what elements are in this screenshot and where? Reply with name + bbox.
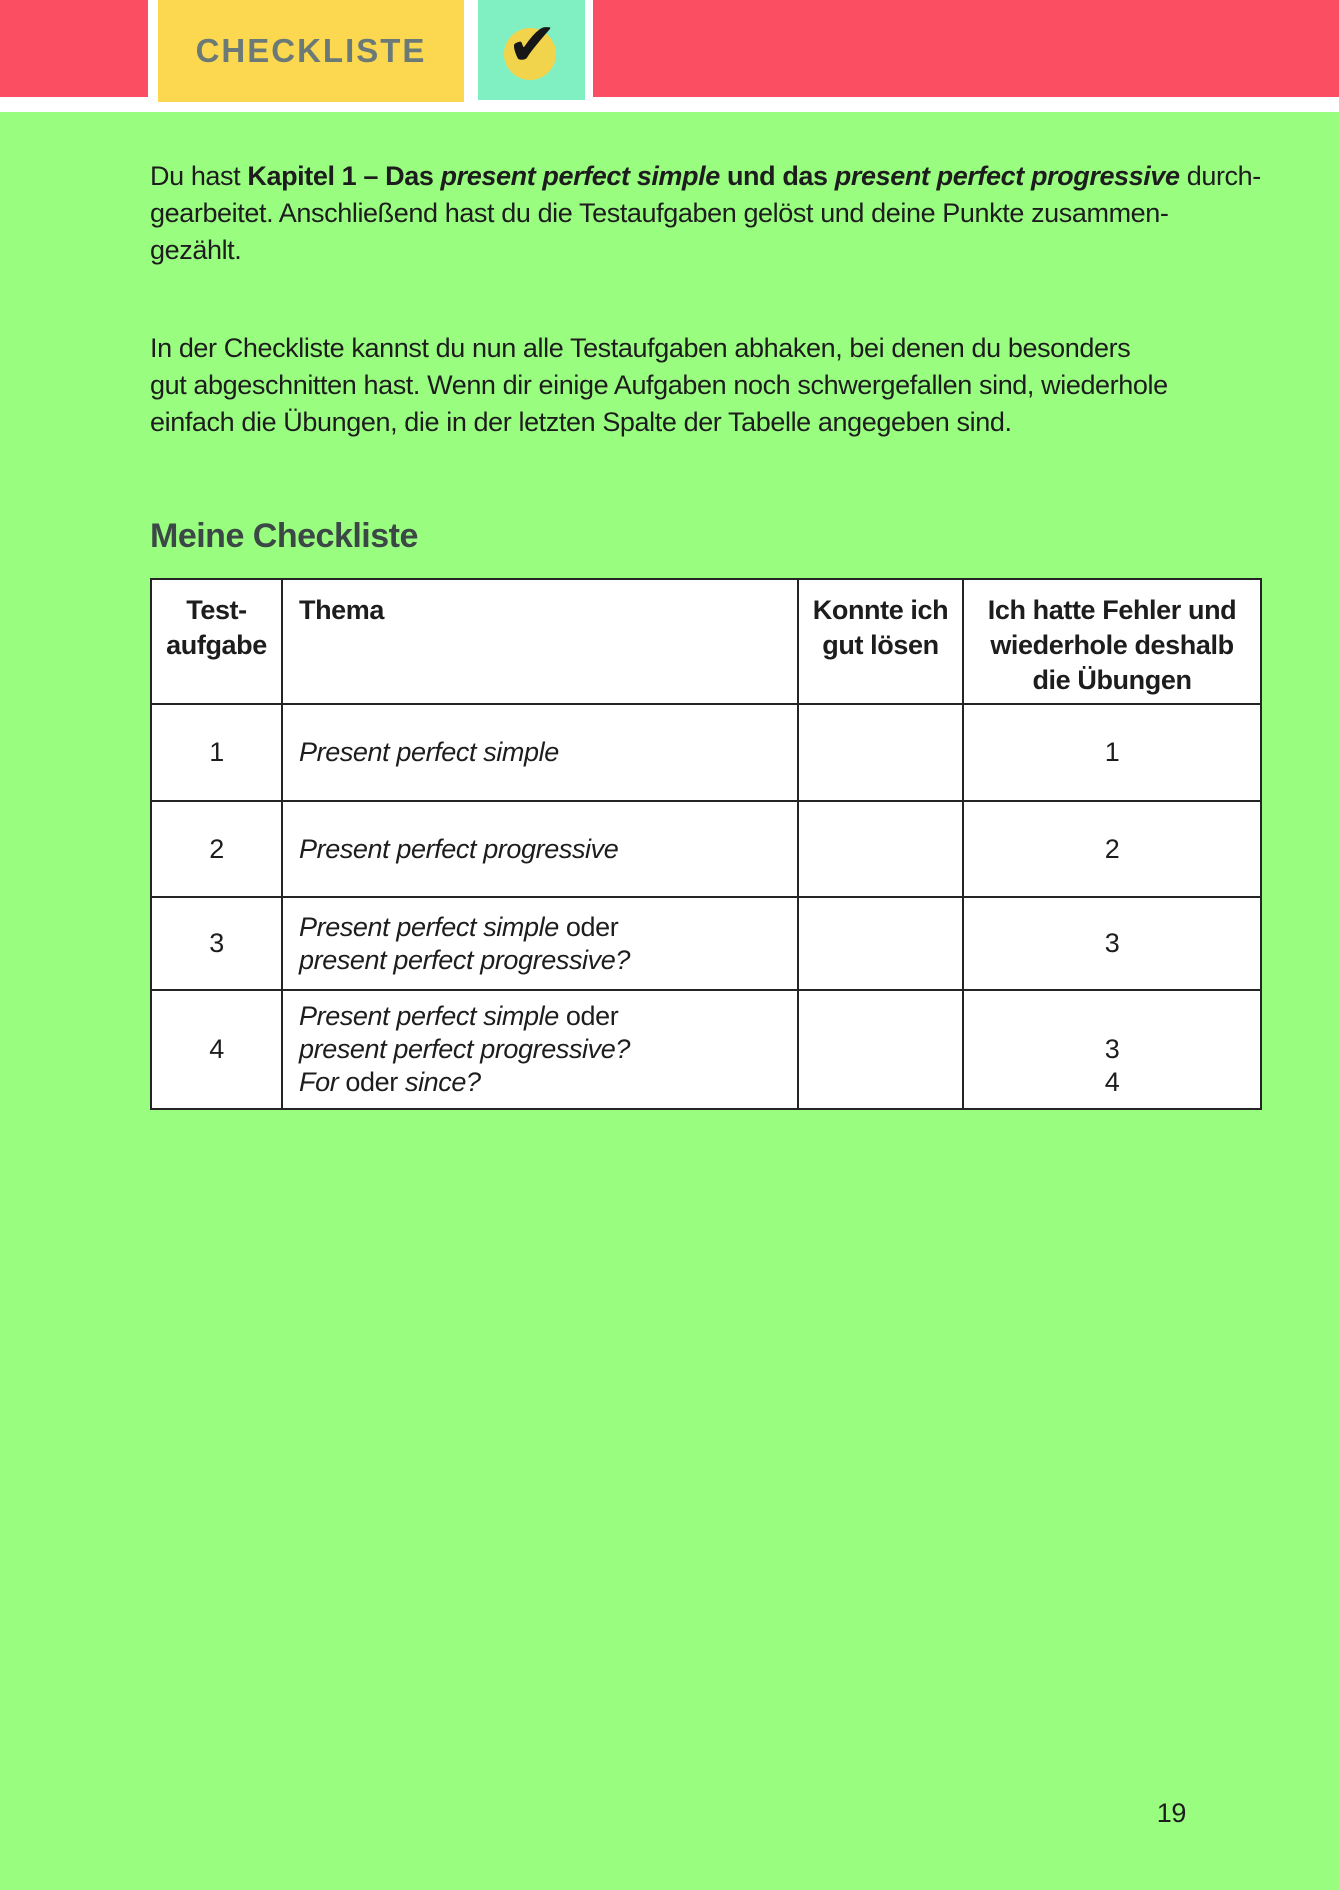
table-row — [151, 704, 1261, 801]
text-line: Present perfect simple — [299, 737, 559, 767]
table-header-row — [151, 579, 1261, 704]
header-thema: Thema — [282, 579, 798, 704]
text-line: present perfect progressive? — [299, 944, 630, 975]
banner-check-tab — [478, 0, 585, 100]
banner-band — [0, 0, 1339, 112]
banner-checkliste-tab — [158, 0, 464, 102]
testaufgabe-cell: 1 — [151, 704, 282, 801]
konnte-cell — [798, 990, 963, 1109]
testaufgabe-cell: 3 — [151, 897, 282, 990]
banner-red-block-left — [0, 0, 148, 97]
thema-cell — [282, 990, 798, 1109]
text-line: In der Checkliste kannst du nun alle Testaufgaben abhaken, bei denen du besonders — [150, 333, 1131, 363]
banner-label: CHECKLISTE — [195, 32, 427, 69]
spacer — [964, 1000, 1260, 1033]
header-fehler-uebungen: Ich hatte Fehler und wiederhole deshalb die Übungen — [963, 579, 1261, 704]
check-icon — [504, 10, 558, 80]
checklist-table — [150, 578, 1262, 1110]
konnte-cell — [798, 897, 963, 990]
checkmark-glyph: ✔ — [507, 10, 558, 80]
thema-cell — [282, 897, 798, 990]
text-line: Du hast Kapitel 1 – Das present perfect simple und das present perfect progressive durch- — [150, 161, 1261, 191]
uebungen-cell: 2 — [963, 801, 1261, 897]
intro-paragraph-2 — [150, 330, 1168, 441]
text-line: einfach die Übungen, die in der letzten Spalte der Tabelle angegeben sind. — [150, 407, 1012, 437]
uebungen-cell: 3 4 — [963, 990, 1261, 1109]
thema-cell — [282, 704, 798, 801]
text-line: For oder since? — [299, 1067, 481, 1097]
banner-red-block-right — [593, 0, 1339, 97]
header-testaufgabe: Test- aufgabe — [151, 579, 282, 704]
table-row — [151, 990, 1261, 1109]
text-line: gearbeitet. Anschließend hast du die Testaufgaben gelöst und deine Punkte zusammen- — [150, 198, 1169, 228]
testaufgabe-cell: 2 — [151, 801, 282, 897]
intro-paragraph-1 — [150, 158, 1261, 269]
testaufgabe-cell: 4 — [151, 990, 282, 1109]
text-line: Present perfect simple oder — [299, 911, 619, 942]
uebungen-cell: 1 — [963, 704, 1261, 801]
konnte-cell — [798, 704, 963, 801]
text-line: gut abgeschnitten hast. Wenn dir einige Aufgaben noch schwergefallen sind, wiederhole — [150, 370, 1168, 400]
table-row — [151, 897, 1261, 990]
page-title: Meine Checkliste — [150, 517, 418, 555]
text-line: Present perfect progressive — [299, 833, 619, 864]
konnte-cell — [798, 801, 963, 897]
thema-cell — [282, 801, 798, 897]
text-line: present perfect progressive? — [299, 1034, 630, 1064]
table-row — [151, 801, 1261, 897]
page-number: 19 — [1156, 1798, 1186, 1828]
uebungen-cell: 3 — [963, 897, 1261, 990]
text-line: Present perfect simple oder — [299, 1001, 619, 1031]
text-line: gezählt. — [150, 235, 242, 265]
header-konnte-ich-gut-loesen: Konnte ich gut lösen — [798, 579, 963, 704]
